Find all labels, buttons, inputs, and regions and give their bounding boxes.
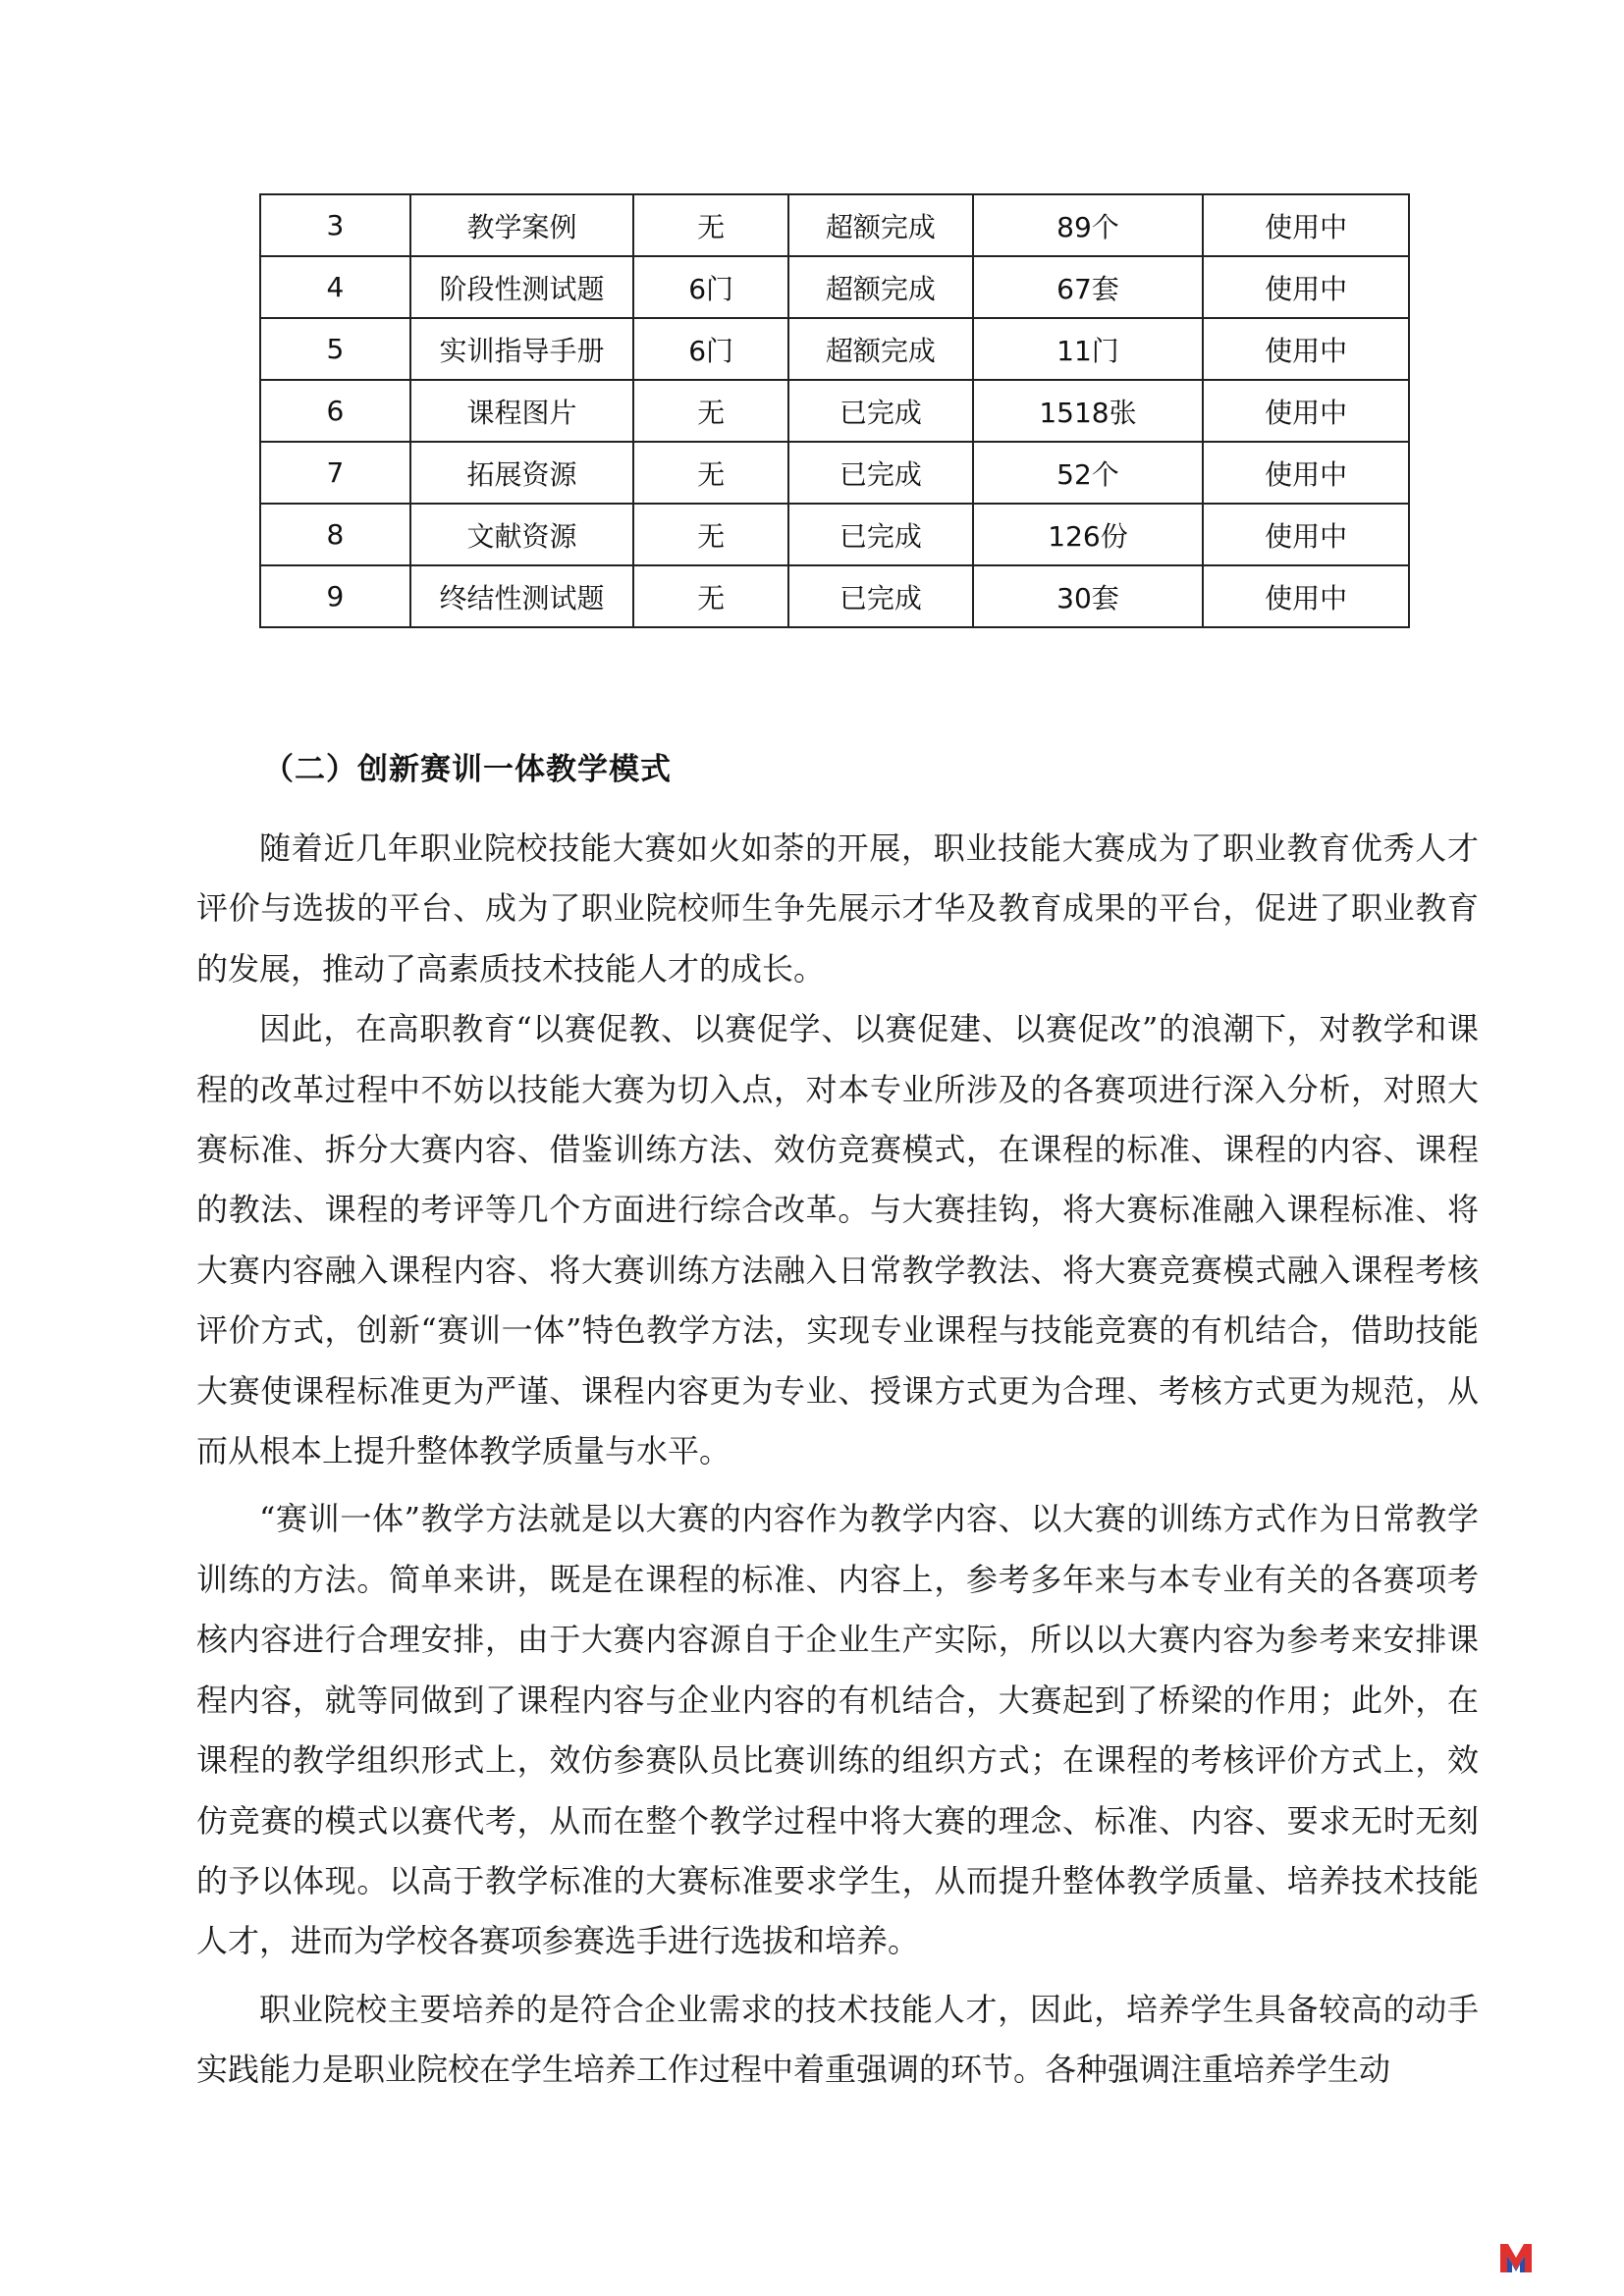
table-cell: 3 [260, 194, 410, 256]
table-row [260, 504, 1409, 565]
table-cell: 阶段性测试题 [410, 256, 634, 318]
body-text [196, 819, 1479, 2101]
table-cell: 30套 [973, 565, 1204, 627]
m-logo-icon [1499, 2241, 1533, 2274]
table-cell: 课程图片 [410, 380, 634, 442]
table-cell: 无 [633, 194, 788, 256]
table-cell: 8 [260, 504, 410, 565]
table-cell: 使用中 [1203, 565, 1409, 627]
table-cell: 5 [260, 318, 410, 380]
table-cell: 无 [633, 565, 788, 627]
table-cell: 126份 [973, 504, 1204, 565]
table-cell: 6 [260, 380, 410, 442]
table-cell: 7 [260, 442, 410, 504]
paragraph: 职业院校主要培养的是符合企业需求的技术技能人才，因此，培养学生具备较高的动手实践能力是职业院校在学生培养工作过程中着重强调的环节。各种强调注重培养学生动 [196, 1990, 1479, 2089]
table-cell: 6门 [633, 256, 788, 318]
table-cell: 超额完成 [788, 194, 973, 256]
table-cell: 使用中 [1203, 442, 1409, 504]
table-row [260, 442, 1409, 504]
table-cell: 6门 [633, 318, 788, 380]
table-cell: 使用中 [1203, 194, 1409, 256]
table-cell: 52个 [973, 442, 1204, 504]
table-cell: 使用中 [1203, 504, 1409, 565]
table-cell: 9 [260, 565, 410, 627]
table-cell: 使用中 [1203, 318, 1409, 380]
table-cell: 拓展资源 [410, 442, 634, 504]
resource-table-body [260, 194, 1409, 627]
table-row [260, 256, 1409, 318]
table-cell: 已完成 [788, 565, 973, 627]
table-cell: 4 [260, 256, 410, 318]
table-cell: 超额完成 [788, 256, 973, 318]
table-row [260, 318, 1409, 380]
table-cell: 89个 [973, 194, 1204, 256]
table-cell: 文献资源 [410, 504, 634, 565]
table-row [260, 194, 1409, 256]
table-cell: 无 [633, 442, 788, 504]
table-cell: 超额完成 [788, 318, 973, 380]
paragraph: 随着近几年职业院校技能大赛如火如荼的开展，职业技能大赛成为了职业教育优秀人才评价与选拔的平台、成为了职业院校师生争先展示才华及教育成果的平台，促进了职业教育的发展，推动了高素质技术技能人才的成长。 [196, 829, 1479, 988]
table-cell: 已完成 [788, 504, 973, 565]
table-cell: 使用中 [1203, 380, 1409, 442]
table-cell: 已完成 [788, 442, 973, 504]
table-row [260, 565, 1409, 627]
table-cell: 教学案例 [410, 194, 634, 256]
table-cell: 无 [633, 380, 788, 442]
table-cell: 实训指导手册 [410, 318, 634, 380]
table-cell: 67套 [973, 256, 1204, 318]
resource-table [259, 193, 1410, 628]
table-row [260, 380, 1409, 442]
table-cell: 1518张 [973, 380, 1204, 442]
paragraph: “赛训一体”教学方法就是以大赛的内容作为教学内容、以大赛的训练方式作为日常教学训练的方法。简单来讲，既是在课程的标准、内容上，参考多年来与本专业有关的各赛项考核内容进行合理安排，由于大赛内容源自于企业生产实际，所以以大赛内容为参考来安排课程内容，就等同做到了课程内容与企业内容的有机结合，大赛起到了桥梁的作用；此外，在课程的教学组织形式上，效仿参赛队员比赛训练的组织方式；在课程的考核评价方式上，效仿竞赛的模式以赛代考，从而在整个教学过程中将大赛的理念、标准、内容、要求无时无刻的予以体现。以高于教学标准的大赛标准要求学生，从而提升整体教学质量、培养技术技能人才，进而为学校各赛项参赛选手进行选拔和培养。 [196, 1500, 1479, 1960]
table-cell: 终结性测试题 [410, 565, 634, 627]
table-cell: 使用中 [1203, 256, 1409, 318]
table-cell: 11门 [973, 318, 1204, 380]
section-heading: （二）创新赛训一体教学模式 [263, 752, 672, 787]
table-cell: 已完成 [788, 380, 973, 442]
table-cell: 无 [633, 504, 788, 565]
paragraph: 因此，在高职教育“以赛促教、以赛促学、以赛促建、以赛促改”的浪潮下，对教学和课程的改革过程中不妨以技能大赛为切入点，对本专业所涉及的各赛项进行深入分析，对照大赛标准、拆分大赛内容、借鉴训练方法、效仿竞赛模式，在课程的标准、课程的内容、课程的教法、课程的考评等几个方面进行综合改革。与大赛挂钩，将大赛标准融入课程标准、将大赛内容融入课程内容、将大赛训练方法融入日常教学教法、将大赛竞赛模式融入课程考核评价方式，创新“赛训一体”特色教学方法，实现专业课程与技能竞赛的有机结合，借助技能大赛使课程标准更为严谨、课程内容更为专业、授课方式更为合理、考核方式更为规范，从而从根本上提升整体教学质量与水平。 [196, 1010, 1479, 1470]
